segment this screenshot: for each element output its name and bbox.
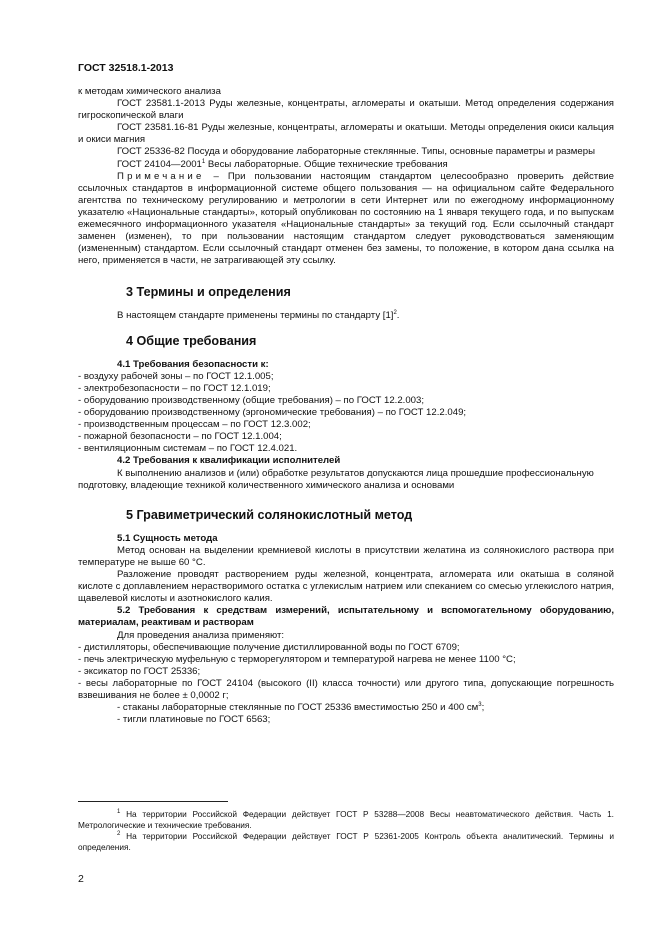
paragraph (78, 310, 614, 322)
unit-superscript: 3 (478, 701, 482, 708)
section-title: 3 Термины и определения (126, 285, 291, 300)
section-title: 4 Общие требования (126, 333, 257, 348)
paragraph: Метод основан на выделении кремниевой кислоты в присутствии желатина из солянокислого раствора при температуре не выше 60 °С. (78, 544, 614, 568)
footnote-text: На территории Российской Федерации действует ГОСТ Р 53288—2008 Весы неавтоматического действия. Часть 1. Метрологические и технические требования. (78, 809, 614, 830)
paragraph: Для проведения анализа применяют: (117, 629, 285, 641)
footnote-number: 2 (117, 831, 121, 838)
list-item-text: ; (481, 702, 485, 714)
ref-text: Весы лабораторные. Общие технические требования (205, 158, 448, 170)
subsection-title: 5.2 Требования к средствам измерений, испытательному и вспомогательному оборудованию, материалам, реактивам и растворам (78, 605, 614, 629)
list-item: - оборудованию производственному (эргономические требования) – по ГОСТ 12.2.049; (78, 407, 467, 419)
ref-line: ГОСТ 23581.16-81 Руды железные, концентраты, агломераты и окатыши. Методы определения окиси кальция и окиси магния (78, 122, 614, 146)
note-label: Примечание (117, 170, 205, 182)
ref-line: ГОСТ 25336-82 Посуда и оборудование лабораторные стеклянные. Типы, основные параметры и размеры (117, 146, 595, 158)
footnote-separator (78, 801, 228, 802)
list-item: - вентиляционным системам – по ГОСТ 12.4.021. (78, 443, 298, 455)
section-title: 5 Гравиметрический солянокислотный метод (126, 507, 413, 522)
footnotes (78, 809, 614, 853)
footnote (78, 809, 614, 831)
list-item: - тигли платиновые по ГОСТ 6563; (117, 714, 271, 726)
document-body (78, 86, 614, 726)
footnote (78, 831, 614, 853)
list-item: - производственным процессам – по ГОСТ 12.3.002; (78, 419, 311, 431)
list-item: - печь электрическую муфельную с терморегулятором и температурой нагрева не менее 1100 °С; (78, 653, 516, 665)
document-header: ГОСТ 32518.1-2013 (78, 62, 174, 74)
ref-line: ГОСТ 23581.1-2013 Руды железные, концентраты, агломераты и окатыши. Метод определения содержания гигроскопической влаги (78, 98, 614, 122)
subsection-title: 4.2 Требования к квалификации исполнителей (117, 455, 341, 467)
footnote-text: На территории Российской Федерации действует ГОСТ Р 52361-2005 Контроль объекта аналитический. Термины и определения. (78, 831, 614, 852)
paragraph-text: . (396, 309, 400, 321)
paragraph: К выполнению анализов и (или) обработке результатов допускаются лица прошедшие профессиональную подготовку, владеющие техникой количественного химического анализа и основами (78, 467, 594, 491)
list-item (78, 702, 614, 714)
list-item: - эксикатор по ГОСТ 25336; (78, 665, 201, 677)
list-item: - весы лабораторные по ГОСТ 24104 (высокого (II) класса точности) или другого типа, допускающие погрешность взвешивания не более ± 0,0002 г; (78, 677, 614, 702)
ref-line (78, 159, 614, 171)
subsection-title: 5.1 Сущность метода (117, 532, 218, 544)
list-item: - оборудованию производственному (общие требования) – по ГОСТ 12.2.003; (78, 394, 425, 406)
note-text: – При пользовании настоящим стандартом целесообразно проверить действие ссылочных стандартов в информационной системе общего пользования — на официальном сайте Федерального агентства по техническому регулированию и метрологии в сети Интернет или по ежегодному информационному указателю «Национальные стандарты», который опубликован по состоянию на 1 января текущего года, и по выпускам ежемесячного информационного указателя «Национальные стандарты» за текущий год. Если ссылочный стандарт заменен (изменен), то при пользовании настоящим стандартом следует руководствоваться заменяющим (измененным) стандартом. Если ссылочный стандарт отменен без замены, то положение, в котором дана ссылка на него, применяется в части, не затрагивающей эту ссылку. (78, 170, 614, 267)
ref-line: к методам химического анализа (78, 86, 221, 97)
paragraph-text: В настоящем стандарте применены термины по стандарту [1] (117, 309, 394, 321)
list-item-text: - стаканы лабораторные стеклянные по ГОСТ 25336 вместимостью 250 и 400 см (117, 702, 479, 714)
footnote-marker: 1 (201, 158, 206, 165)
list-item: - пожарной безопасности – по ГОСТ 12.1.004; (78, 431, 282, 443)
footnote-number: 1 (117, 809, 121, 816)
footnote-marker: 2 (393, 309, 397, 316)
page-number: 2 (78, 873, 84, 885)
list-item: - дистилляторы, обеспечивающие получение дистиллированной воды по ГОСТ 6709; (78, 641, 460, 653)
list-item: - воздуху рабочей зоны – по ГОСТ 12.1.005; (78, 370, 274, 382)
subsection-title: 4.1 Требования безопасности к: (117, 358, 269, 370)
paragraph: Разложение проводят растворением руды железной, концентрата, агломерата или окатыша в соляной кислоте с доплавлением нерастворимого остатка с углекислым натрием или спеканием со смесью углекислого натрия, щавелевой кислоты и азотнокислого калия. (78, 569, 614, 605)
note (78, 171, 614, 268)
list-item: - электробезопасности – по ГОСТ 12.1.019; (78, 382, 271, 394)
ref-text: ГОСТ 24104—2001 (117, 158, 202, 170)
